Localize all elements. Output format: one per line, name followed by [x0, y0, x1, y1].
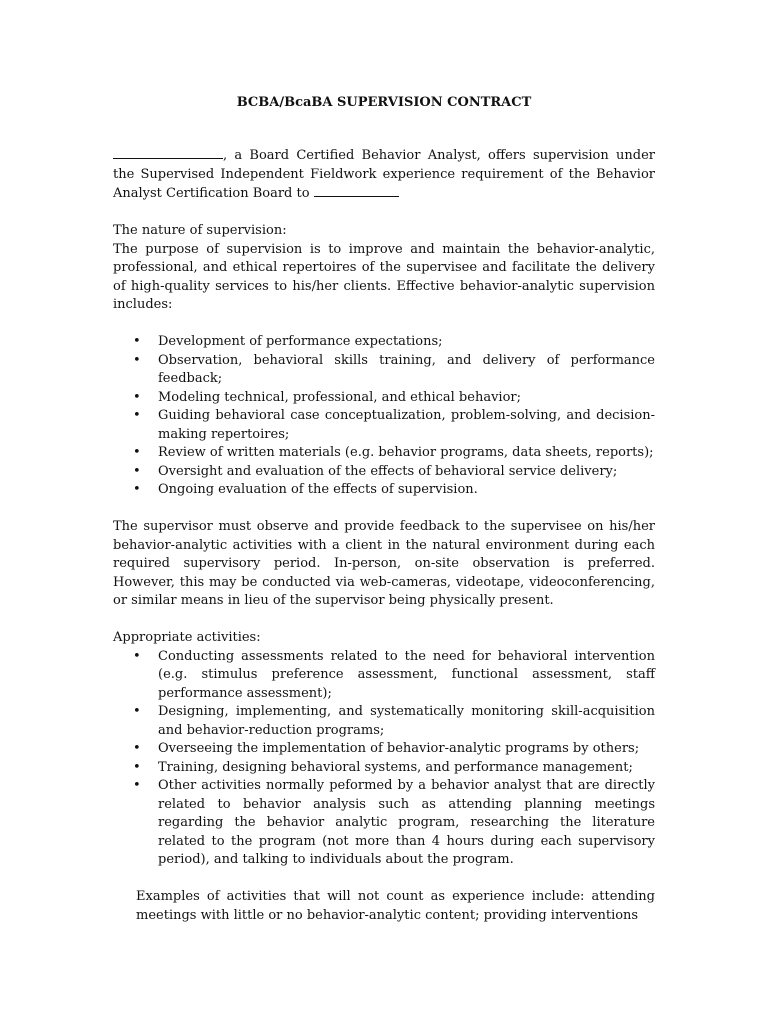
bullet-icon: • [133, 778, 141, 793]
list-item: • Review of written materials (e.g. behavior programs, data sheets, reports); [113, 444, 655, 463]
nature-heading: The nature of supervision: [113, 223, 287, 238]
list-item: • Designing, implementing, and systematically monitoring skill-acquisition and behavior-reduction programs; [133, 704, 655, 738]
bullet-icon: • [133, 648, 141, 664]
intro-text: , a Board Certified Behavior Analyst, offers supervision under the Supervised Independent Fieldwork experience requirement of the Behavior Analyst Certification Board to [113, 148, 655, 201]
document-title: BCBA/BcaBA SUPERVISION CONTRACT [236, 95, 532, 110]
bullet-icon: • [133, 352, 141, 368]
bullet-icon: • [133, 445, 141, 460]
bullet-icon: • [133, 389, 141, 405]
list-item: • Training, designing behavioral systems, and performance management; [113, 759, 655, 778]
bullet-icon: • [133, 741, 141, 756]
list-item: • Conducting assessments related to the need for behavioral intervention (e.g. stimulus preference assessment, functional assessment, staff performance assessment); [133, 648, 655, 701]
bullet-icon: • [133, 408, 141, 423]
supervisor-name-blank[interactable] [113, 146, 223, 159]
bullet-icon: • [133, 482, 141, 497]
list-item: • Observation, behavioral skills training, and delivery of performance feedback; [133, 352, 655, 386]
supervision-includes-list [113, 333, 655, 500]
intro-paragraph [113, 146, 655, 204]
list-item: • Other activities normally peformed by a behavior analyst that are directly related to behavior analysis such as attending planning meetings regarding the behavior analytic program, researching the literature related to the program (not more than 4 hours during each supervisory period), and talking to individuals about the program. [133, 778, 655, 867]
supervisee-name-blank[interactable] [314, 184, 399, 197]
list-item: • Ongoing evaluation of the effects of supervision. [113, 481, 655, 500]
list-item: • Oversight and evaluation of the effects of behavioral service delivery; [113, 463, 655, 482]
list-item: • Guiding behavioral case conceptualization, problem-solving, and decision-making repertoires; [133, 408, 655, 442]
bullet-icon: • [133, 759, 141, 775]
bullet-icon: • [133, 463, 141, 479]
list-item: • Overseeing the implementation of behavior-analytic programs by others; [113, 740, 655, 759]
list-item: • Development of performance expectations; [113, 333, 655, 352]
examples-paragraph: Examples of activities that will not count as experience include: attending meetings with little or no behavior-analytic content; providing interventions [136, 889, 655, 923]
activities-heading: Appropriate activities: [113, 630, 261, 645]
appropriate-activities-list [113, 648, 655, 870]
observation-paragraph: The supervisor must observe and provide feedback to the supervisee on his/her behavior-analytic activities with a client in the natural environment during each required supervisory period. In-person, on-site observation is preferred. However, this may be conducted via web-cameras, videotape, videoconferencing, or similar means in lieu of the supervisor being physically present. [113, 519, 655, 608]
list-item: • Modeling technical, professional, and ethical behavior; [113, 389, 655, 408]
nature-body: The purpose of supervision is to improve and maintain the behavior-analytic, professional, and ethical repertoires of the supervisee and facilitate the delivery of high-quality services to his/her clients. Effective behavior-analytic supervision includes: [113, 241, 655, 312]
bullet-icon: • [133, 334, 141, 349]
bullet-icon: • [133, 704, 141, 719]
